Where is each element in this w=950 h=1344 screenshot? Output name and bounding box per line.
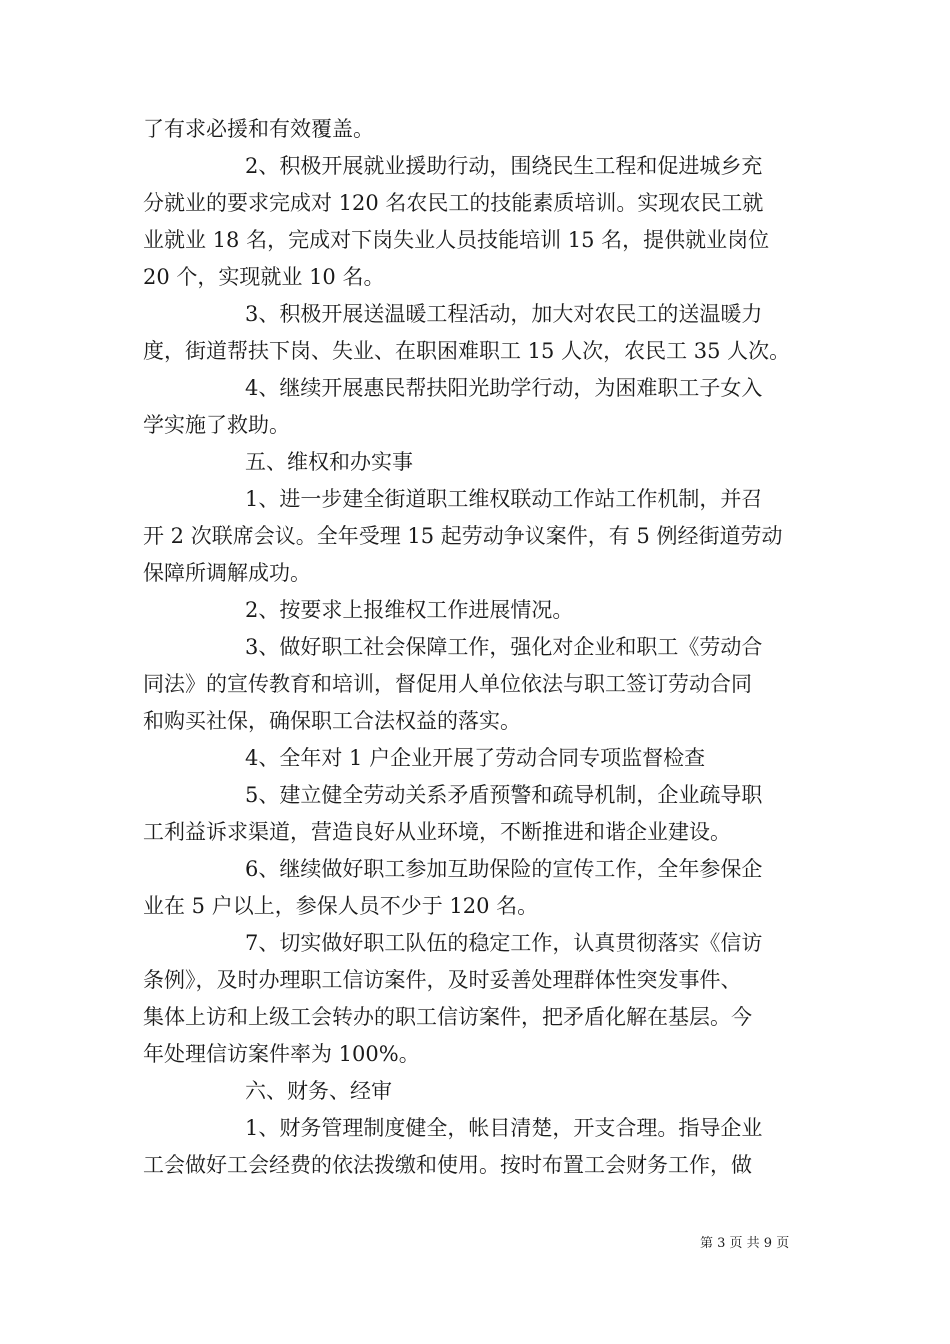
paragraph-line: 7、切实做好职工队伍的稳定工作，认真贯彻落实《信访 (245, 931, 763, 955)
paragraph-line: 工利益诉求渠道，营造良好从业环境，不断推进和谐企业建设。 (143, 820, 731, 844)
paragraph-line: 4、全年对 1 户企业开展了劳动合同专项监督检查 (245, 746, 706, 770)
paragraph-line: 条例》，及时办理职工信访案件，及时妥善处理群体性突发事件、 (143, 968, 742, 992)
page-number-footer: 第 3 页 共 9 页 (700, 1236, 790, 1251)
paragraph-line: 6、继续做好职工参加互助保险的宣传工作，全年参保企 (245, 857, 763, 881)
paragraph-line: 了有求必援和有效覆盖。 (143, 117, 374, 141)
paragraph-line: 3、做好职工社会保障工作，强化对企业和职工《劳动合 (245, 635, 763, 659)
paragraph-line: 5、建立健全劳动关系矛盾预警和疏导机制，企业疏导职 (245, 783, 763, 807)
paragraph-line: 业在 5 户以上，参保人员不少于 120 名。 (143, 894, 539, 918)
paragraph-line: 学实施了救助。 (143, 413, 290, 437)
section-heading: 六、财务、经审 (245, 1079, 392, 1103)
paragraph-line: 分就业的要求完成对 120 名农民工的技能素质培训。实现农民工就 (143, 191, 764, 215)
paragraph-line: 3、积极开展送温暖工程活动，加大对农民工的送温暖力 (245, 302, 763, 326)
paragraph-line: 度，街道帮扶下岗、失业、在职困难职工 15 人次，农民工 35 人次。 (143, 339, 791, 363)
paragraph-line: 保障所调解成功。 (143, 561, 311, 585)
paragraph-line: 业就业 18 名，完成对下岗失业人员技能培训 15 名，提供就业岗位 (143, 228, 770, 252)
paragraph-line: 2、积极开展就业援助行动，围绕民生工程和促进城乡充 (245, 154, 763, 178)
paragraph-line: 4、继续开展惠民帮扶阳光助学行动，为困难职工子女入 (245, 376, 763, 400)
paragraph-line: 和购买社保，确保职工合法权益的落实。 (143, 709, 521, 733)
paragraph-line: 同法》的宣传教育和培训，督促用人单位依法与职工签订劳动合同 (143, 672, 752, 696)
paragraph-line: 1、进一步建全街道职工维权联动工作站工作机制，并召 (245, 487, 763, 511)
paragraph-line: 工会做好工会经费的依法拨缴和使用。按时布置工会财务工作，做 (143, 1153, 752, 1177)
paragraph-line: 集体上访和上级工会转办的职工信访案件，把矛盾化解在基层。今 (143, 1005, 752, 1029)
paragraph-line: 2、按要求上报维权工作进展情况。 (245, 598, 574, 622)
paragraph-line: 20 个，实现就业 10 名。 (143, 265, 385, 289)
paragraph-line: 1、财务管理制度健全，帐目清楚，开支合理。指导企业 (245, 1116, 763, 1140)
paragraph-line: 开 2 次联席会议。全年受理 15 起劳动争议案件，有 5 例经街道劳动 (143, 524, 783, 548)
paragraph-line: 年处理信访案件率为 100%。 (143, 1042, 420, 1066)
section-heading: 五、维权和办实事 (245, 450, 413, 474)
